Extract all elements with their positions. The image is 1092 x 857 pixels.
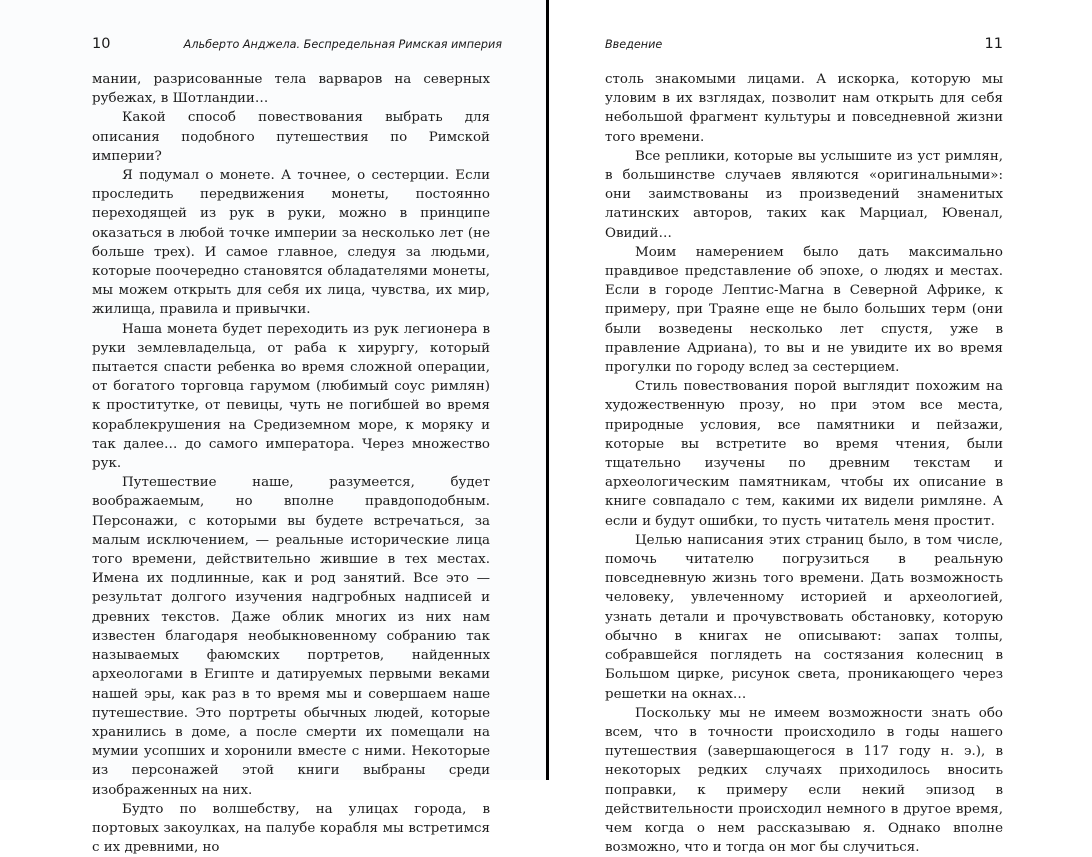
paragraph: Поскольку мы не имеем возможности знать обо всем, что в точности происходило в годы нашего путешествия (завершающегося в 117 году н. э.), в некоторых редких случаях приходилось вносить поправки, к примеру если некий эпизод в действительности происходил немного в другое время, чем когда о нем рассказываю я. Однако вполне возможно, что и тогда он мог бы случиться. xyxy=(605,705,1003,856)
paragraph: Стиль повествования порой выглядит похожим на художественную прозу, но при этом все места, природные условия, все памятники и пейзажи, которые вы встретите во время чтения, были тщательно изучены по древним текстам и археологическим памятникам, чтобы их описание в книге совпадало с тем, какими их видели римляне. А если и будут ошибки, то пусть читатель меня простит. xyxy=(605,379,1003,529)
left-page-number: 10 xyxy=(92,36,111,52)
left-running-head xyxy=(92,36,502,58)
left-running-title: Альберто Анджела. Беспредельная Римская империя xyxy=(183,38,502,51)
right-page-number: 11 xyxy=(984,36,1003,52)
paragraph: Путешествие наше, разумеется, будет воображаемым, но вполне правдоподобным. Персонажи, с которыми вы будете встречаться, за малым исключением, — реальные исторические лица того времени, действительно жившие в тех местах. Имена их подлинные, как и род занятий. Все это — результат долгого изучения надгробных надписей и древних текстов. Даже облик многих из них нам известен благодаря необыкновенному собранию так называемых фаюмских портретов, найденных археологами в Египте и датируемых первыми веками нашей эры, как раз в то время мы и совершаем наше путешествие. Это портреты обычных людей, которые хранились в доме, а после смерти их помещали на мумии усопших и хоронили вместе с ними. Некоторые из персонажей этой книги выбраны среди изображенных на них. xyxy=(92,475,490,798)
paragraph: столь знакомыми лицами. А искорка, которую мы уловим в их взглядах, позволит нам открыть для себя небольшой фрагмент культуры и повседневной жизни того времени. xyxy=(605,72,1003,145)
paragraph: Будто по волшебству, на улицах города, в портовых закоулках, на палубе корабля мы встретимся с их древними, но xyxy=(92,801,490,856)
paragraph: Наша монета будет переходить из рук легионера в руки землевладельца, от раба к хирургу, который пытается спасти ребенка во время сложной операции, от богатого торговца гарумом (любимый соус римлян) к проститутке, от певицы, чуть не погибшей во время кораблекрушения на Средиземном море, к моряку и так далее… до самого императора. Через множество рук. xyxy=(92,321,490,472)
paragraph: Какой способ повествования выбрать для описания подобного путешествия по Римской империи? xyxy=(92,110,490,164)
paragraph: Все реплики, которые вы услышите из уст римлян, в большинстве случаев являются «оригинальными»: они заимствованы из произведений знаменитых латинских авторов, таких как Марциал, Ювенал, Овидий… xyxy=(605,148,1003,241)
paragraph: Я подумал о монете. А точнее, о сестерции. Если проследить передвижения монеты, постоянно переходящей из рук в руки, можно в принципе оказаться в любой точке империи за несколько лет (не больше трех). И самое главное, следуя за людьми, которые поочередно становятся обладателями монеты, мы можем открыть для себя их лица, чувства, их мир, жилища, правила и привычки. xyxy=(92,168,490,318)
right-running-title: Введение xyxy=(605,38,663,51)
right-running-head xyxy=(605,36,1003,58)
paragraph: Целью написания этих страниц было, в том числе, помочь читателю погрузиться в реальную повседневную жизнь того времени. Дать возможность человеку, увлеченному историей и археологией, узнать детали и прочувствовать обстановку, которую обычно в книгах не описывают: запах толпы, собравшейся поглядеть на состязания колесниц в Большом цирке, рисунок света, проникающего через решетки на окнах… xyxy=(605,532,1003,702)
paragraph: мании, разрисованные тела варваров на северных рубежах, в Шотландии… xyxy=(92,72,490,107)
right-page xyxy=(549,0,1092,856)
left-page-body xyxy=(92,70,490,857)
right-page-body xyxy=(605,70,1003,857)
left-page xyxy=(0,0,546,856)
paragraph: Моим намерением было дать максимально правдивое представление об эпохе, о людях и местах. Если в городе Лептис-Магна в Северной Африке, к примеру, при Траяне еще не было больших терм (они были возведены несколько лет спустя, уже в правление Адриана), то вы и не увидите их во время прогулки по городу вслед за сестерцием. xyxy=(605,244,1003,376)
